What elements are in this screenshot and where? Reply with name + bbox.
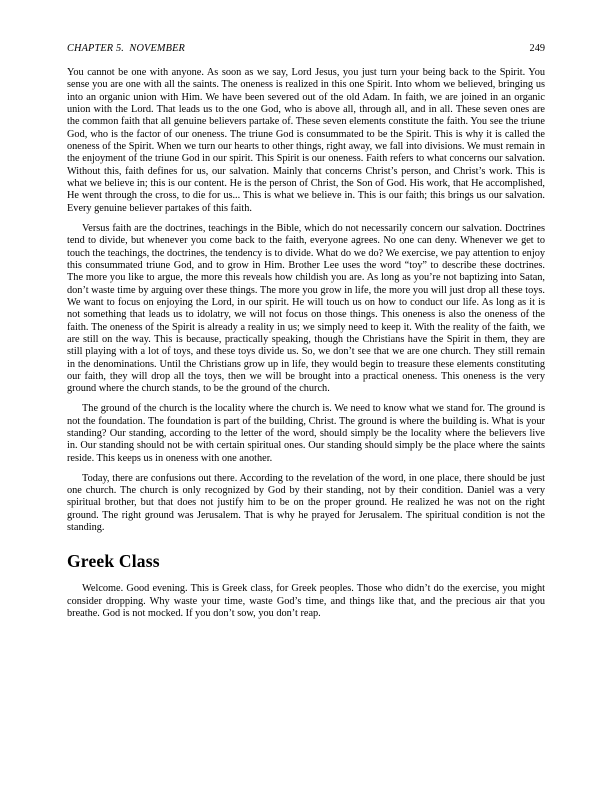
body-paragraph: You cannot be one with anyone. As soon as we say, Lord Jesus, you just turn your being back to the Spirit. You sense you are one with all the saints. The oneness is realized in this one Spirit. Into whom we believed, bringing us into an organic union with Him. We have been severed out of the old Adam. In faith, we are joined in an organic union with the Lord. That leads us to the one God, who is above all, through all, and in all. These seven ones are the common faith that all genuine believers partake of. These seven elements constitute the faith. You see the triune God, who is the factor of our oneness. The triune God is consummated to be the Spirit. This is why it is called the oneness of the Spirit. When we turn our hearts to other things, right away, we fall into divisions. We must remain in the enjoyment of the triune God in our spirit. This Spirit is our oneness. Faith refers to what concerns our salvation. Without this, faith defines for us, our salvation. Mainly that concerns Christ’s person, and Christ’s work. This is what we believe in; this is our content. He is the person of Christ, the Son of God. His work, that He accomplished, He went through the cross, to die for us... This is what we believe in. This is our faith; this brings us our salvation. Every genuine believer partakes of this faith. [67, 67, 545, 214]
section-paragraph: Welcome. Good evening. This is Greek class, for Greek peoples. Those who didn’t do the exercise, you might consider dropping. Why waste your time, waste God’s time, and things like that, and the precious air that you breathe. God is not mocked. If you don’t sow, you don’t reap. [67, 583, 545, 620]
body-paragraph: The ground of the church is the locality where the church is. We need to know what we stand for. The ground is not the foundation. The foundation is part of the building, Christ. The ground is where the building is. What is your standing? Our standing, according to the letter of the word, should simply be the locality where the believers live in. Our standing should not be with certain spiritual ones. Our standing should simply be the place where the saints reside. This keeps us in oneness with one another. [67, 403, 545, 464]
page-number: 249 [529, 43, 545, 54]
page-header [67, 43, 545, 54]
body-paragraph: Today, there are confusions out there. According to the revelation of the word, in one place, there should be just one church. The church is only recognized by God by their standing, not by their condition. Daniel was a very spiritual brother, but that does not justify him to be on the proper ground. He realized he was not on the right ground. The right ground was Jerusalem. That is why he prayed for Jerusalem. The spiritual condition is not the standing. [67, 472, 545, 534]
body-paragraph: Versus faith are the doctrines, teachings in the Bible, which do not necessarily concern our salvation. Doctrines tend to divide, but whenever you come back to the faith, everyone agrees. No one can deny. Whenever we get to touch the teachings, the doctrines, the tendency is to divide. What do we do? We exercise, we pay attention to enjoy this consummated triune God, and to grow in Him. Brother Lee uses the word “toy” to describe these doctrines. The more you like to argue, the more this reveals how childish you are. As long as you’re not baptizing into Satan, don’t waste time by arguing over these things. The more you grow in life, the more you will just drop all these toys. We want to focus on enjoying the Lord, in our spirit. He will touch us on how to conduct our life. As long as it is not something that leads us to idolatry, we will not focus on those things. This oneness is also the oneness of the faith. The oneness of the Spirit is already a reality in us; we simply need to keep it. With the reality of the faith, we are still on the way. This is because, practically speaking, though the Christians have the Spirit in them, they are still playing with a lot of toys, and these toys divide us. So, we don’t see that we are one church. They still remain in the denominations. Until the Christians grow up in life, they would begin to treasure these elements constituting our faith, they will drop all the toys, then we will be brought into a practical oneness. This oneness is the very ground where the church stands, to be the ground of the church. [67, 222, 545, 395]
section-heading: Greek Class [67, 551, 160, 572]
body-text [67, 67, 545, 628]
running-head: CHAPTER 5. NOVEMBER [67, 43, 185, 54]
